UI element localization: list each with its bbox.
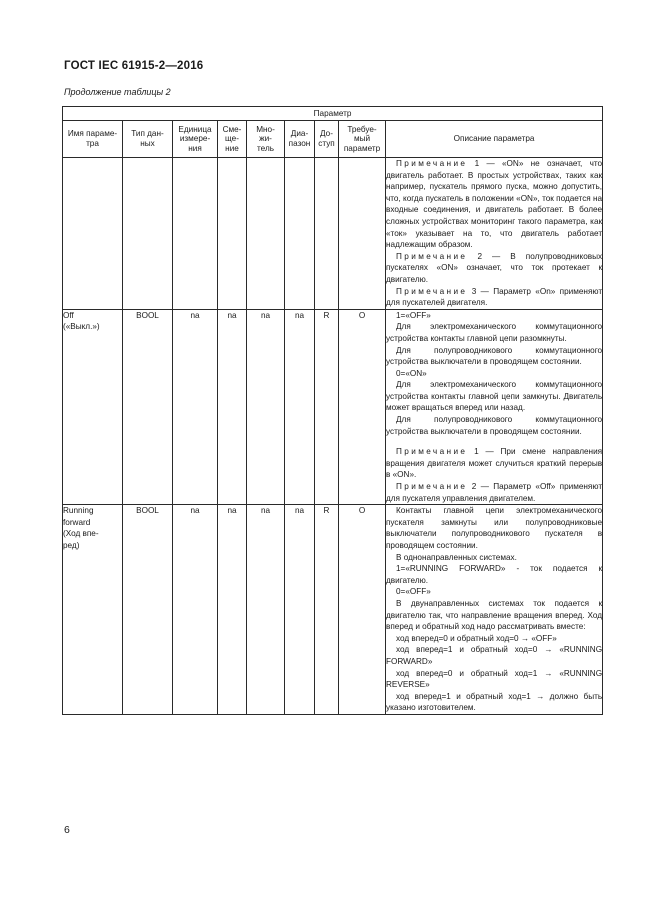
description-text: Для электромеханического коммутационного устройства контакты главной цепи замкнуты. Двигатель может вращаться вперед или назад. [386,380,603,413]
description-paragraph [386,586,602,598]
table-row [63,158,603,310]
description-note [386,251,602,286]
description-paragraph [386,644,602,667]
description-text: ход вперед=1 и обратный ход=0 → «RUNNING FORWARD» [386,645,603,666]
description-paragraph [386,691,602,714]
description-text: Для электромеханического коммутационного устройства контакты главной цепи разомкнуты. [386,322,603,343]
description-note [386,446,602,481]
description-text: ход вперед=1 и обратный ход=1 → должно быть указано изготовителем. [386,691,603,713]
col-data-type-header: Тип дан- ных [123,121,173,158]
document-header: ГОСТ IEC 61915-2—2016 [64,60,204,72]
param-access [315,158,339,310]
param-required [339,158,386,310]
param-type [123,158,173,310]
description-text: 1 — При смене направления вращения двигателя может случиться краткий перерыв в «ON». [386,447,603,480]
param-multiplier: na [247,309,285,505]
col-range-header: Диа- пазон [285,121,315,158]
description-paragraph [386,379,602,414]
param-offset: na [218,505,247,715]
param-unit: na [173,309,218,505]
description-text: ход вперед=0 и обратный ход=0 → «OFF» [396,633,557,643]
description-paragraph [386,345,602,368]
description-text: 1 — «ON» не означает, что двигатель работает. В простых устройствах, таких как например, пускатель прямого пуска, можно допустить, что, когда пускатель в положении «ON», ток подается на входные соединения, и двигатель работает. В более сложных устройствах мониторинг такого параметра, как «ток» указывает на то, что двигатель работает надлежащим образом. [386,159,603,250]
col-unit-header: Единица измере- ния [173,121,218,158]
description-paragraph [386,368,602,380]
col-description-header: Описание параметра [386,121,603,158]
param-required: O [339,309,386,505]
parameter-table [62,106,603,715]
description-paragraph [386,563,602,586]
description-text: 2 — Параметр «Off» применяют для пускателя управления двигателем. [386,482,603,503]
note-label: Примечание [396,286,468,296]
param-type: BOOL [123,309,173,505]
param-name: Running forward (Ход впе- ред) [63,505,123,715]
param-access: R [315,505,339,715]
param-offset [218,158,247,310]
col-multiplier-header: Мно- жи- тель [247,121,285,158]
param-name [63,158,123,310]
description-note [386,286,602,309]
description-paragraph [386,505,602,551]
param-unit [173,158,218,310]
param-range: na [285,309,315,505]
param-unit: na [173,505,218,715]
description-paragraph [386,552,602,564]
description-note [386,158,602,251]
param-offset: na [218,309,247,505]
description-text: В однонаправленных системах. [396,552,517,562]
param-type: BOOL [123,505,173,715]
param-range: na [285,505,315,715]
description-text: В двунаправленных системах ток подается к двигателю так, что направление вращения вперед. Ход вперед и обратный ход надо рассматривать вместе: [386,598,603,632]
table-row [63,309,603,505]
param-description [386,505,603,715]
description-text: 0=«ON» [396,368,427,378]
param-required: O [339,505,386,715]
description-text: Контакты главной цепи электромеханического пускателя замкнуты или полупроводниковые выключатели полупроводникового пускателя в проводящем состоянии. [386,506,603,550]
note-label: Примечание [396,159,468,168]
param-description [386,309,603,505]
description-paragraph [386,598,602,633]
table-continuation-label: Продолжение таблицы 2 [64,87,171,97]
description-text: 1=«RUNNING FORWARD» - ток подается к двигателю. [386,564,603,585]
description-text: Для полупроводникового коммутационного устройства выключатели в проводящем состоянии. [386,345,603,367]
description-paragraph [386,668,602,691]
description-paragraph [386,310,602,322]
description-text: 1=«OFF» [396,310,431,320]
col-access-header: До- ступ [315,121,339,158]
param-multiplier [247,158,285,310]
table-row [63,505,603,715]
col-offset-header: Сме- ще- ние [218,121,247,158]
description-note [386,481,602,504]
description-text: Для полупроводникового коммутационного устройства выключатели в проводящем состоянии. [386,415,603,436]
param-name: Off («Выкл.») [63,309,123,505]
col-required-header: Требуе- мый параметр [339,121,386,158]
description-text: 0=«OFF» [396,587,431,597]
group-header-parameter: Параметр [63,107,603,121]
param-access: R [315,309,339,505]
description-text: 2 — В полупроводниковых пускателях «ON» означает, что ток протекает к двигателю. [386,251,603,284]
param-multiplier: na [247,505,285,715]
note-label: Примечание [396,251,468,261]
table-body [63,158,603,715]
description-paragraph [386,633,602,645]
param-description [386,158,603,310]
page-number: 6 [64,824,70,836]
description-paragraph [386,321,602,344]
col-name-header: Имя параме- тра [63,121,123,158]
description-text: 3 — Параметр «On» применяют для пускателей двигателя. [386,286,603,308]
description-text: ход вперед=0 и обратный ход=1 → «RUNNING REVERSE» [386,668,603,690]
column-header-row [63,121,603,158]
note-label: Примечание [396,447,468,457]
param-range [285,158,315,310]
description-paragraph [386,414,602,437]
note-label: Примечание [396,482,468,492]
